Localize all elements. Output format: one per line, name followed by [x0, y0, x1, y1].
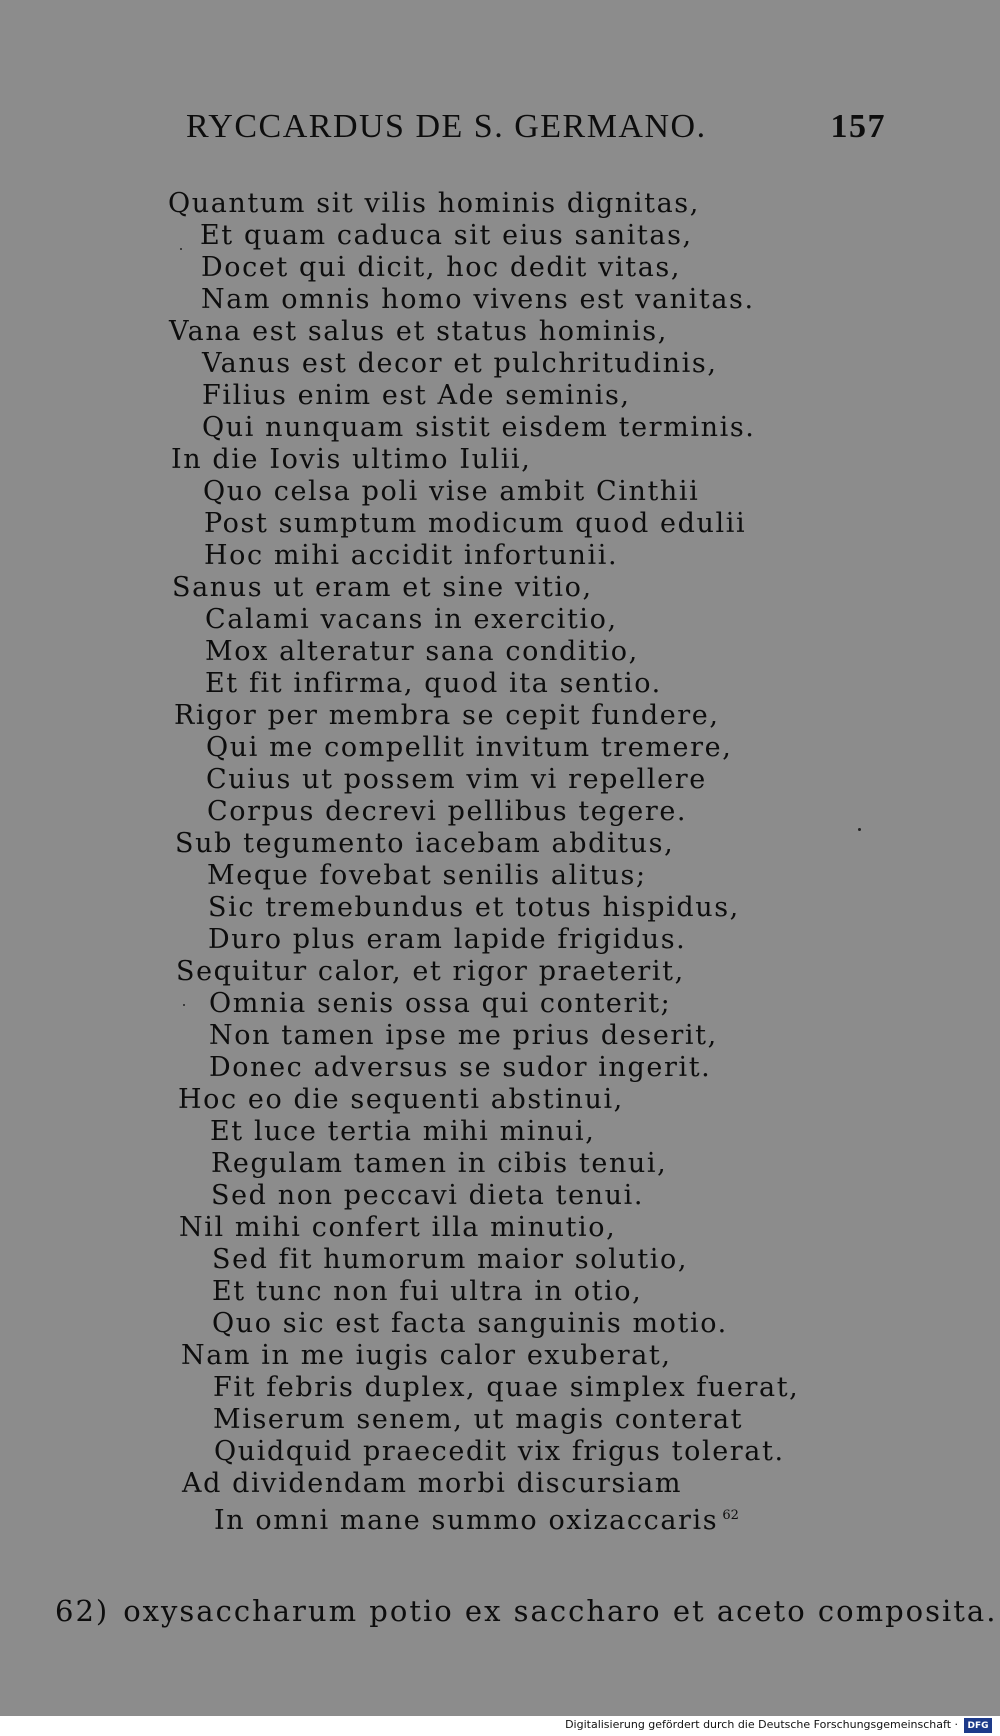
scan-speck — [858, 828, 861, 831]
poem-line: Donec adversus se sudor ingerit. — [209, 1052, 712, 1083]
watermark-bar — [0, 1716, 1000, 1736]
poem-line: Sequitur calor, et rigor praeterit, — [176, 956, 685, 987]
poem-line: Mox alteratur sana conditio, — [205, 636, 639, 667]
poem-line: Regulam tamen in cibis tenui, — [211, 1148, 668, 1179]
poem-line: Filius enim est Ade seminis, — [202, 380, 631, 411]
poem-line: Quantum sit vilis hominis dignitas, — [168, 188, 700, 219]
poem-line: In omni mane summo oxizaccaris $^{62}$ — [214, 1505, 739, 1536]
poem-line: Post sumptum modicum quod edulii — [204, 508, 747, 539]
footnote — [55, 1594, 997, 1628]
poem-line: Vanus est decor et pulchritudinis, — [202, 348, 718, 379]
poem-line: Sed fit humorum maior solutio, — [212, 1244, 689, 1275]
poem-line: Non tamen ipse me prius deserit, — [209, 1020, 718, 1051]
scan-speck — [180, 248, 182, 250]
poem-line: Quo celsa poli vise ambit Cinthii — [203, 476, 700, 507]
poem-line: Hoc mihi accidit infortunii. — [204, 540, 619, 571]
poem-line: Nam omnis homo vivens est vanitas. — [201, 284, 755, 315]
watermark-text: Digitalisierung gefördert durch die Deutsche Forschungsgemeinschaft · — [565, 1718, 958, 1731]
poem-line: Rigor per membra se cepit fundere, — [174, 700, 720, 731]
poem-line: Nil mihi confert illa minutio, — [179, 1212, 617, 1243]
scan-speck — [183, 1004, 185, 1006]
poem-line: Et luce tertia mihi minui, — [210, 1116, 596, 1147]
poem-line: Qui me compellit invitum tremere, — [206, 732, 733, 763]
poem-line: Quidquid praecedit vix frigus tolerat. — [214, 1436, 785, 1467]
poem-line: Cuius ut possem vim vi repellere — [206, 764, 707, 795]
poem-line: Meque fovebat senilis alitus; — [207, 860, 647, 891]
page-number: 157 — [830, 108, 886, 145]
poem-line: Calami vacans in exercitio, — [205, 604, 618, 635]
poem-line: Fit febris duplex, quae simplex fuerat, — [213, 1372, 800, 1403]
poem-line: Hoc eo die sequenti abstinui, — [178, 1084, 624, 1115]
poem-line: In die Iovis ultimo Iulii, — [171, 444, 532, 475]
poem-line: Sed non peccavi dieta tenui. — [211, 1180, 645, 1211]
footnote-reference: 62 — [718, 1508, 739, 1523]
poem-line: Corpus decrevi pellibus tegere. — [207, 796, 688, 827]
poem-line: Sub tegumento iacebam abditus, — [175, 828, 675, 859]
dfg-logo: DFG — [964, 1718, 992, 1733]
poem-line: Et quam caduca sit eius sanitas, — [200, 220, 693, 251]
poem-line: Miserum senem, ut magis conterat — [213, 1404, 744, 1435]
poem-line: Ad dividendam morbi discursiam — [182, 1468, 683, 1499]
footnote-text: oxysaccharum potio ex sacchаro et aceto composita. — [123, 1594, 998, 1628]
poem-line: Sic tremebundus et totus hispidus, — [208, 892, 740, 923]
poem-line: Et tunc non fui ultra in otio, — [212, 1276, 643, 1307]
poem-line: Quo sic est facta sanguinis motio. — [212, 1308, 728, 1339]
poem-line: Nam in me iugis calor exuberat, — [181, 1340, 672, 1371]
poem-line: Qui nunquam sistit eisdem terminis. — [202, 412, 756, 443]
running-head — [186, 108, 886, 154]
poem-line: Et fit infirma, quod ita sentio. — [205, 668, 662, 699]
poem-line: Vana est salus et status hominis, — [169, 316, 668, 347]
poem-line: Omnia senis ossa qui conterit; — [209, 988, 672, 1019]
poem-line: Sanus ut eram et sine vitio, — [172, 572, 593, 603]
poem-line: Duro plus eram lapide frigidus. — [208, 924, 687, 955]
poem-line: Docet qui dicit, hoc dedit vitas, — [201, 252, 682, 283]
footnote-number: 62) — [55, 1594, 110, 1628]
running-head-title: RYCCARDUS DE S. GERMANO. — [186, 108, 707, 145]
